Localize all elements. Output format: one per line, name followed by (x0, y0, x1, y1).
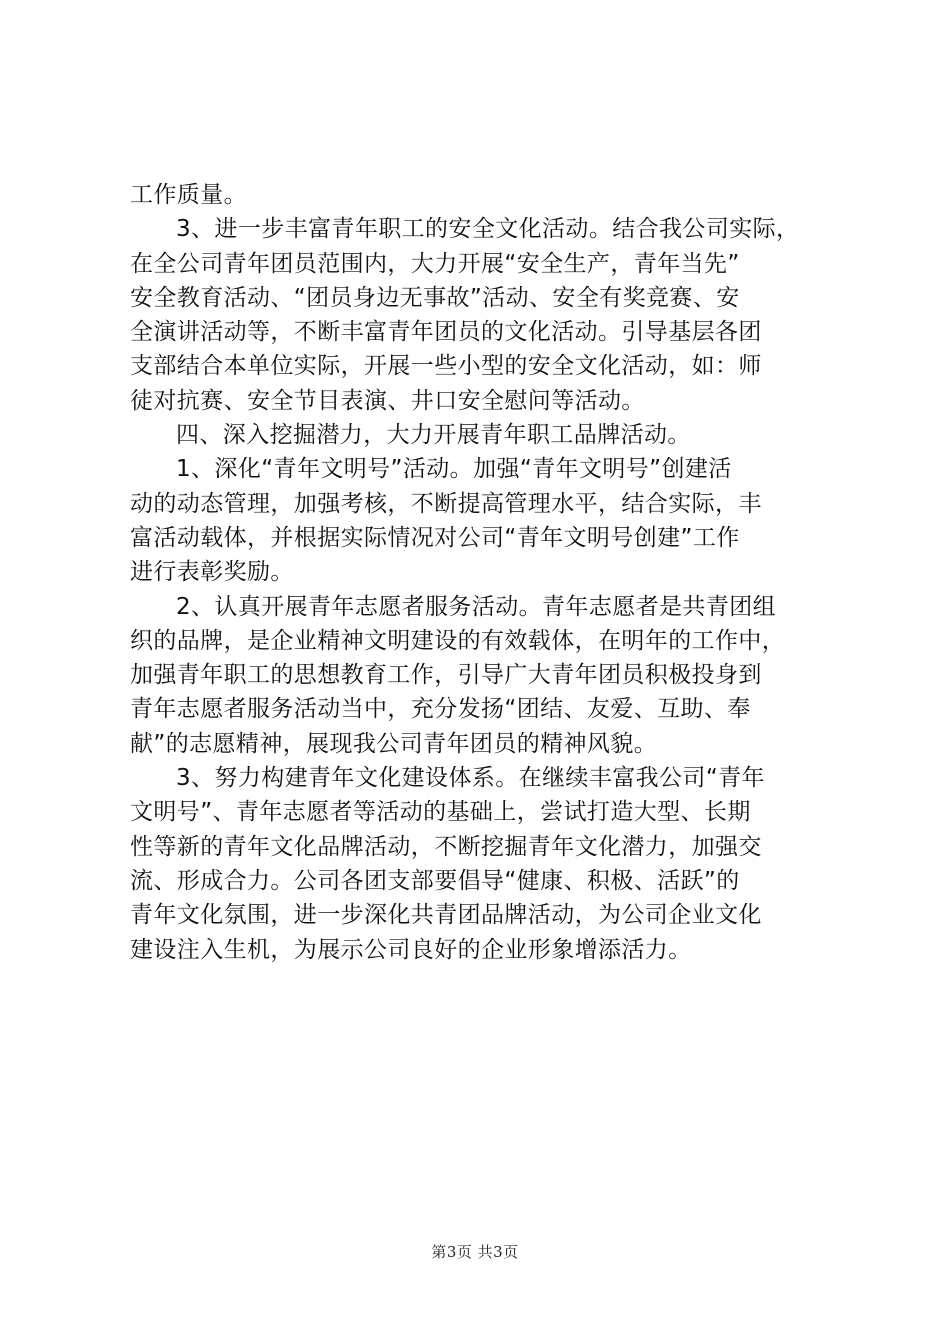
body-line: 在全公司青年团员范围内，大力开展“安全生产，青年当先” (130, 250, 740, 277)
body-line: 动的动态管理，加强考核，不断提高管理水平，结合实际，丰 (130, 490, 762, 517)
body-line: 3、进一步丰富青年职工的安全文化活动。结合我公司实际， (176, 216, 800, 243)
body-line: 青年志愿者服务活动当中，充分发扬“团结、友爱、互助、奉 (130, 696, 751, 723)
page-footer: 第3页 共3页 (431, 1243, 519, 1261)
body-line: 全演讲活动等，不断丰富青年团员的文化活动。引导基层各团 (130, 319, 762, 346)
body-line: 支部结合本单位实际，开展一些小型的安全文化活动，如：师 (130, 353, 762, 380)
body-line: 文明号”、青年志愿者等活动的基础上，尝试打造大型、长期 (130, 799, 751, 826)
body-line: 加强青年职工的思想教育工作，引导广大青年团员积极投身到 (130, 662, 762, 689)
body-line: 织的品牌，是企业精神文明建设的有效载体，在明年的工作中， (130, 627, 786, 654)
body-line: 2、认真开展青年志愿者服务活动。青年志愿者是共青团组 (176, 593, 777, 620)
body-line: 进行表彰奖励。 (130, 559, 294, 586)
body-line: 徒对抗赛、安全节目表演、井口安全慰问等活动。 (130, 387, 645, 414)
body-line: 3、努力构建青年文化建设体系。在继续丰富我公司“青年 (176, 765, 765, 792)
body-line: 青年文化氛围，进一步深化共青团品牌活动，为公司企业文化 (130, 902, 762, 929)
body-line: 工作质量。 (130, 182, 247, 208)
body-line: 性等新的青年文化品牌活动，不断挖掘青年文化潜力，加强交 (130, 833, 762, 860)
body-line: 四、深入挖掘潜力，大力开展青年职工品牌活动。 (176, 422, 691, 449)
document-body (130, 178, 832, 967)
body-line: 安全教育活动、“团员身边无事故”活动、安全有奖竞赛、安 (130, 284, 740, 311)
body-line: 建设注入生机，为展示公司良好的企业形象增添活力。 (130, 936, 692, 963)
body-line: 献”的志愿精神，展现我公司青年团员的精神风貌。 (130, 730, 658, 757)
body-line: 富活动载体，并根据实际情况对公司“青年文明号创建”工作 (130, 524, 740, 551)
body-line: 流、形成合力。公司各团支部要倡导“健康、积极、活跃”的 (130, 867, 740, 894)
body-line: 1、深化“青年文明号”活动。加强“青年文明号”创建活 (176, 456, 732, 483)
